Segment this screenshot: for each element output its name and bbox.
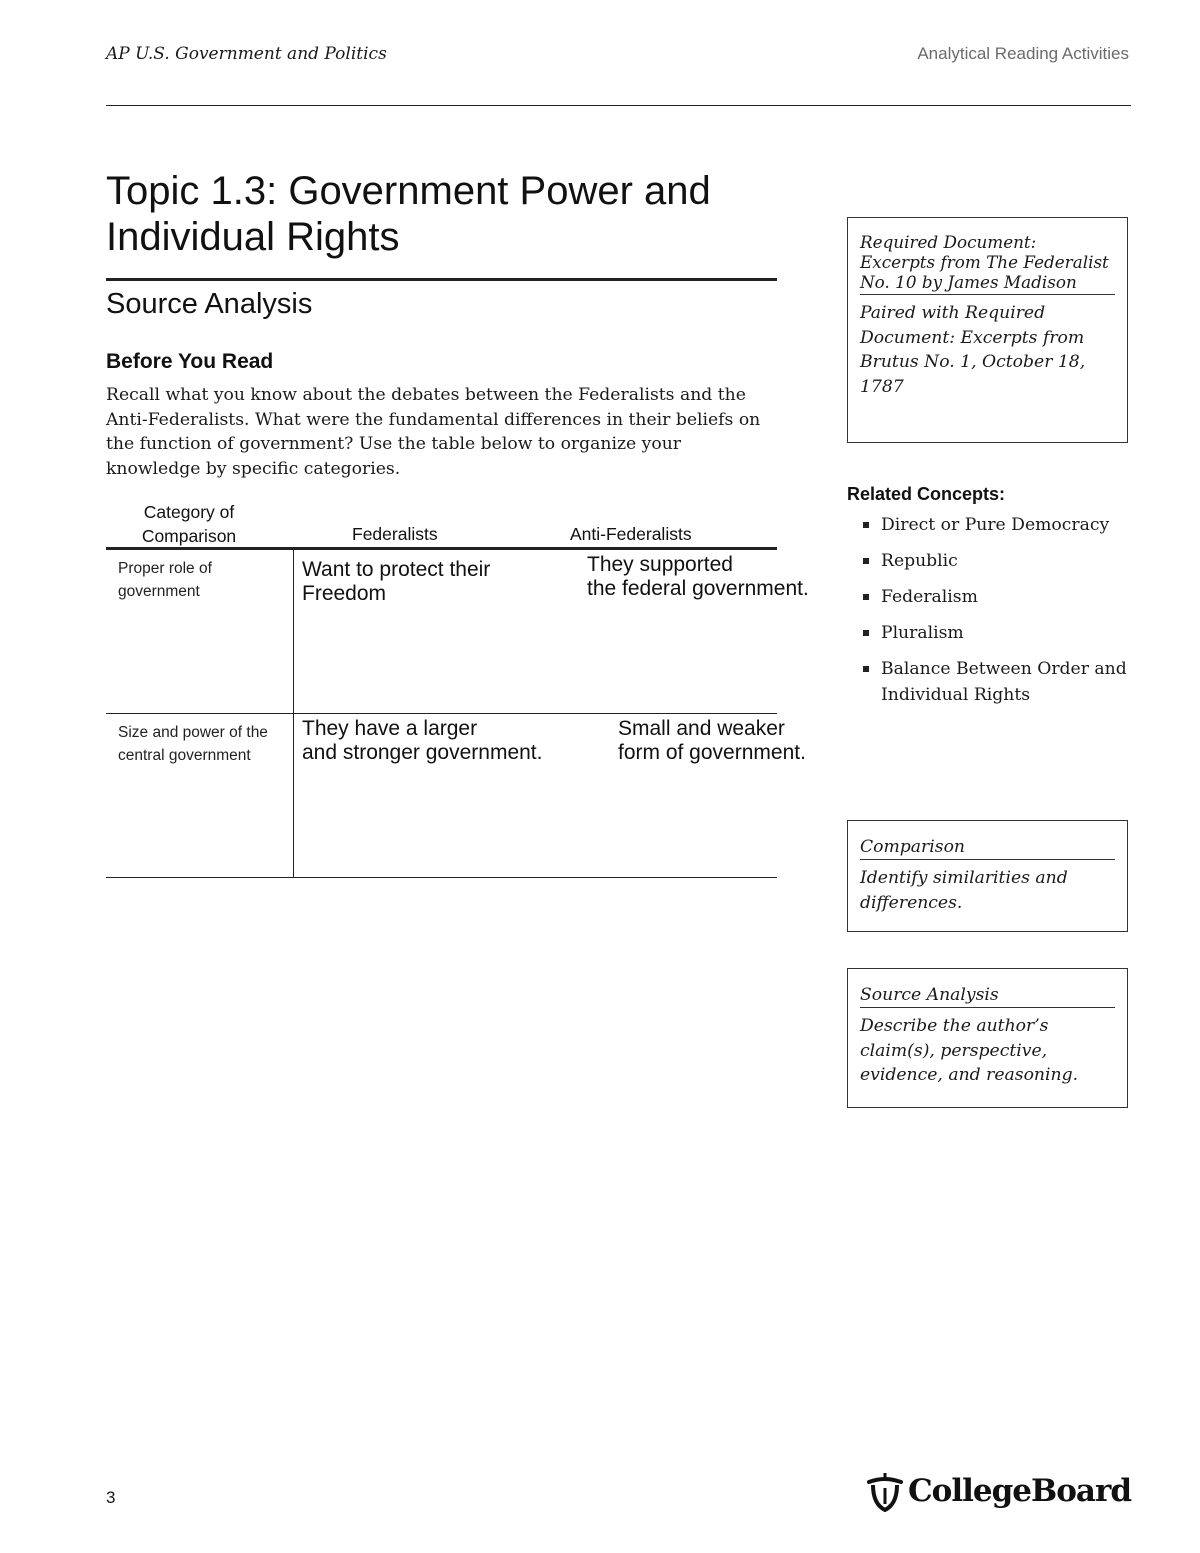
table-header-anti-federalists: Anti-Federalists — [570, 524, 692, 544]
table-row-divider — [106, 713, 777, 714]
answer-line: Small and weaker — [618, 717, 785, 740]
answer-anti-federalists-size[interactable] — [618, 717, 806, 765]
page-title: Topic 1.3: Government Power and Individual Rights — [106, 169, 711, 259]
answer-line: Want to protect their — [302, 558, 491, 581]
source-analysis-box-heading: Source Analysis — [860, 985, 999, 1005]
list-item: Direct or Pure Democracy — [861, 512, 1131, 538]
table-column-divider — [293, 550, 294, 878]
answer-federalists-size[interactable] — [302, 717, 542, 765]
answer-line: form of government. — [618, 741, 806, 764]
before-you-read-heading: Before You Read — [106, 350, 274, 373]
required-document-text: Required Document: Excerpts from The Federalist No. 10 by James Madison — [860, 232, 1109, 292]
row-label-size-power: Size and power of the central government — [118, 724, 268, 764]
table-header-rule — [106, 547, 777, 550]
header-section-title: Analytical Reading Activities — [917, 44, 1129, 63]
header-divider — [106, 105, 1131, 106]
answer-anti-federalists-role[interactable] — [587, 553, 809, 601]
logo-text: CollegeBoard — [908, 1473, 1131, 1509]
section-title: Source Analysis — [106, 288, 313, 320]
related-concepts-list — [861, 512, 1131, 718]
table-header-federalists: Federalists — [352, 524, 438, 544]
answer-line: Freedom — [302, 582, 387, 605]
row-label-proper-role: Proper role of government — [118, 560, 212, 600]
source-analysis-box — [847, 968, 1128, 1108]
answer-line: and stronger government. — [302, 741, 543, 764]
page-number: 3 — [106, 1488, 116, 1507]
comparison-box-heading: Comparison — [860, 837, 965, 857]
acorn-icon — [866, 1470, 904, 1512]
table-bottom-rule — [106, 877, 777, 878]
list-item: Balance Between Order and Individual Rights — [861, 656, 1131, 708]
comparison-box — [847, 820, 1128, 932]
paired-document-text: Paired with Required Document: Excerpts from Brutus No. 1, October 18, 1787 — [860, 303, 1086, 397]
header-course-title: AP U.S. Government and Politics — [106, 44, 387, 64]
comparison-box-text: Identify similarities and differences. — [860, 868, 1068, 913]
answer-line: the federal government. — [587, 577, 809, 600]
before-you-read-text: Recall what you know about the debates between the Federalists and the Anti-Federalists. What were the fundamental differences in their beliefs on the function of government? Use the table below to organize your knowledge by specific categories. — [106, 385, 761, 479]
source-analysis-box-text: Describe the author’s claim(s), perspective, evidence, and reasoning. — [860, 1016, 1079, 1085]
answer-federalists-role[interactable] — [302, 558, 490, 606]
title-divider — [106, 278, 777, 281]
required-document-box — [847, 217, 1128, 443]
list-item: Republic — [861, 548, 1131, 574]
list-item: Pluralism — [861, 620, 1131, 646]
collegeboard-logo — [866, 1470, 1131, 1512]
answer-line: They have a larger — [302, 717, 478, 740]
table-header-category: Category of Comparison — [141, 502, 237, 546]
answer-line: They supported — [587, 553, 733, 576]
related-concepts-heading: Related Concepts: — [847, 484, 1006, 504]
list-item: Federalism — [861, 584, 1131, 610]
